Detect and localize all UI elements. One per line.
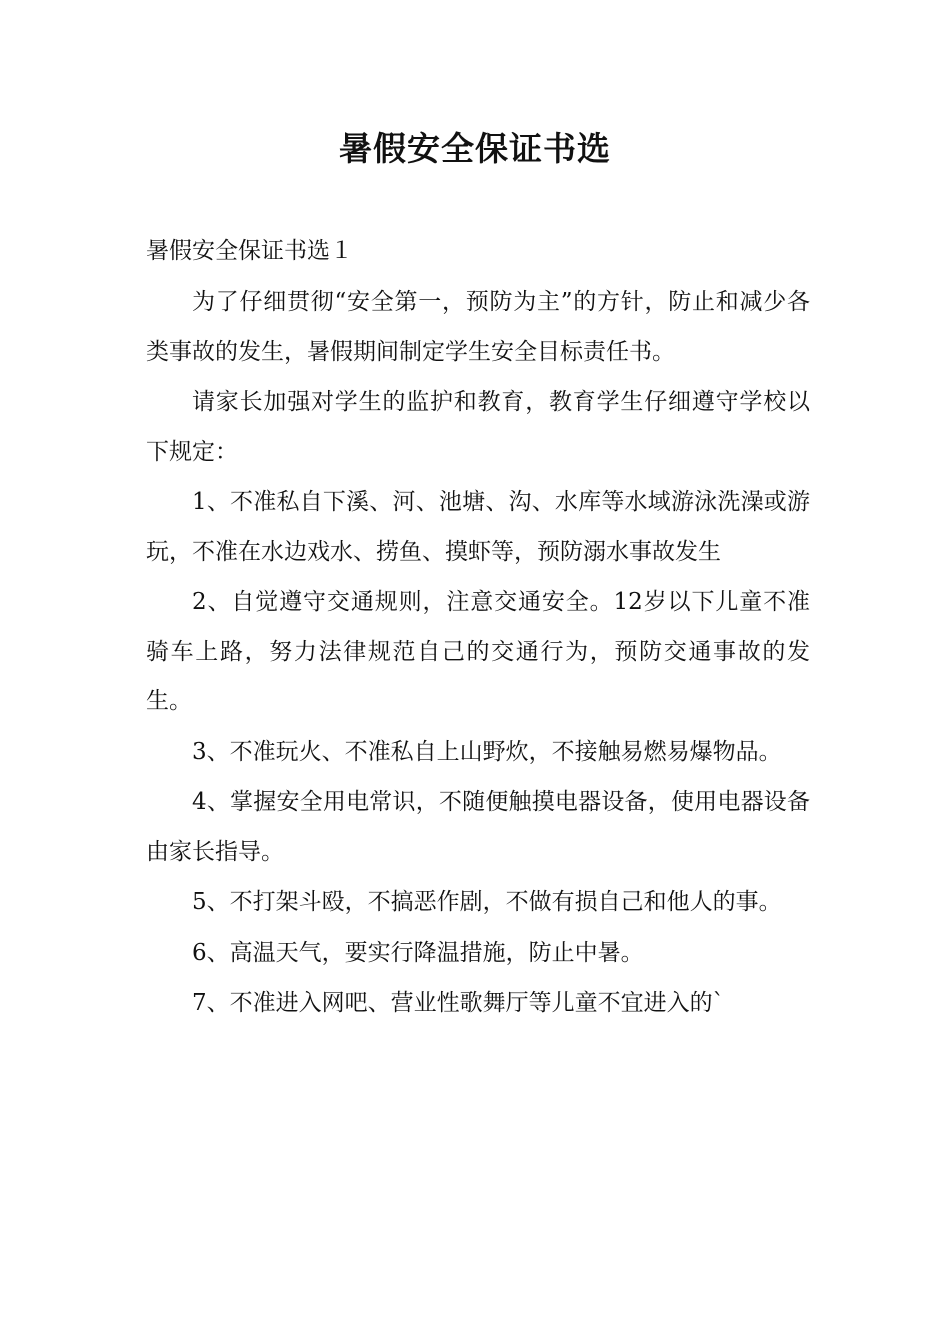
rule-item-6: 6、高温天气，要实行降温措施，防止中暑。 xyxy=(192,939,644,966)
paragraph-intro: 为了仔细贯彻“安全第一，预防为主”的方针，防止和减少各类事故的发生，暑假期间制定学生安全目标责任书。 xyxy=(146,289,810,365)
document-title: 暑假安全保证书选 xyxy=(339,129,611,168)
rule-item-5: 5、不打架斗殴，不搞恶作剧，不做有损自己和他人的事。 xyxy=(192,889,782,915)
section-heading: 暑假安全保证书选１ xyxy=(146,238,353,264)
document-body xyxy=(146,227,810,1030)
rule-item-2: 2、自觉遵守交通规则，注意交通安全。12岁以下儿童不准骑车上路，努力法律规范自己的交通行为，预防交通事故的发生。 xyxy=(146,589,810,714)
rule-item-3: 3、不准玩火、不准私自上山野炊，不接触易燃易爆物品。 xyxy=(192,738,782,765)
rule-item-1: 1、不准私自下溪、河、池塘、沟、水库等水域游泳洗澡或游玩，不准在水边戏水、捞鱼、摸虾等，预防溺水事故发生 xyxy=(146,489,810,565)
paragraph-parents: 请家长加强对学生的监护和教育，教育学生仔细遵守学校以下规定： xyxy=(146,389,810,465)
rule-item-7: 7、不准进入网吧、营业性歌舞厅等儿童不宜进入的` xyxy=(192,990,725,1016)
rule-item-4: 4、掌握安全用电常识，不随便触摸电器设备，使用电器设备由家长指导。 xyxy=(146,789,810,865)
